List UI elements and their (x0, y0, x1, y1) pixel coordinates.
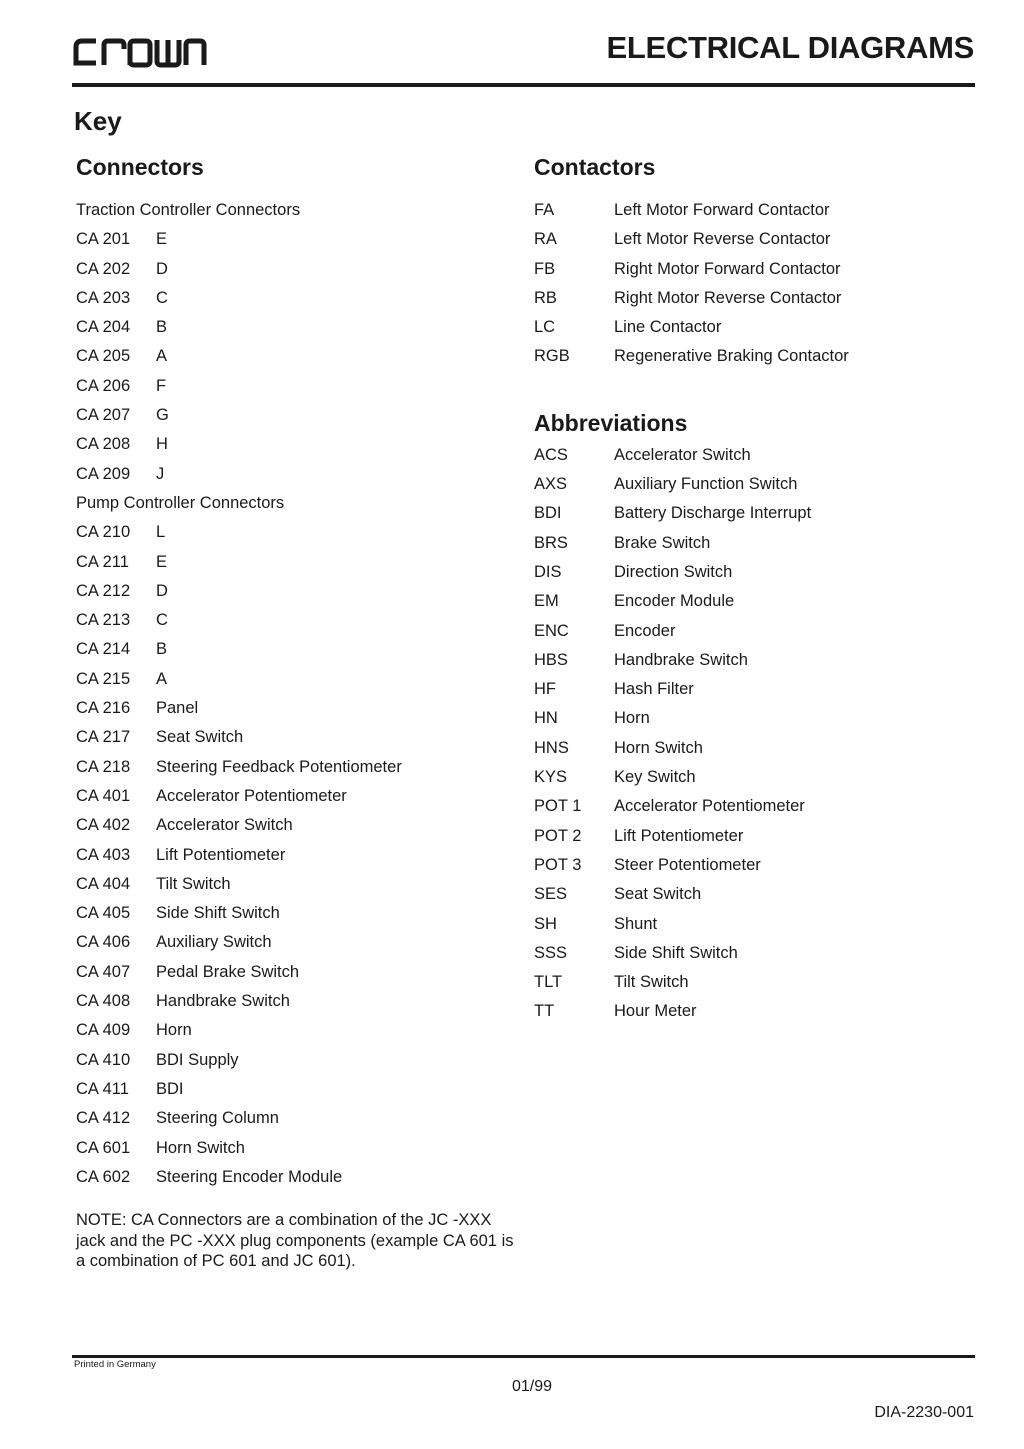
connector-row (76, 1134, 526, 1163)
connector-row (76, 928, 526, 957)
item-code: CA 201 (76, 230, 131, 249)
connector-row (76, 753, 526, 782)
connector-row (76, 342, 526, 371)
connector-row (76, 548, 526, 577)
footer-rule (72, 1355, 975, 1358)
item-description: L (156, 523, 166, 542)
connector-row (76, 430, 526, 459)
item-description: Side Shift Switch (614, 943, 738, 962)
item-description: A (156, 669, 168, 688)
connectors-note: NOTE: CA Connectors are a combination of the JC -XXX jack and the PC -XXX plug components (example CA 601 is a combination of PC 601 and JC 601). (76, 1211, 514, 1270)
item-code: CA 207 (76, 406, 131, 425)
item-code: CA 213 (76, 611, 131, 630)
item-description: D (156, 259, 168, 278)
item-code: CA 215 (76, 669, 131, 688)
contactor-row (534, 313, 974, 342)
item-description: Steering Column (156, 1109, 279, 1128)
connector-row (76, 372, 526, 401)
page-number: 01/99 (511, 1378, 553, 1395)
connector-row (76, 255, 526, 284)
connector-row (76, 460, 526, 489)
item-code: CA 218 (76, 757, 131, 776)
connectors-column (76, 153, 526, 1192)
item-code: POT 1 (534, 797, 582, 816)
item-code: CA 202 (76, 259, 131, 278)
abbreviation-row (534, 646, 974, 675)
item-code: CA 412 (76, 1109, 131, 1128)
connector-row (76, 811, 526, 840)
item-description: Auxiliary Switch (156, 933, 272, 952)
item-code: CA 211 (76, 552, 129, 571)
item-description: Handbrake Switch (156, 992, 290, 1011)
item-code: CA 404 (76, 874, 131, 893)
abbreviation-row (534, 763, 974, 792)
item-code: RA (534, 230, 557, 249)
item-code: CA 602 (76, 1167, 131, 1186)
abbreviation-row (534, 499, 974, 528)
item-description: Lift Potentiometer (156, 845, 286, 864)
abbreviation-row (534, 968, 974, 997)
item-description: Hour Meter (614, 1002, 697, 1021)
item-description: Pedal Brake Switch (156, 962, 300, 981)
connector-row (76, 841, 526, 870)
item-code: BRS (534, 533, 568, 552)
item-code: CA 411 (76, 1079, 129, 1098)
connector-row (76, 723, 526, 752)
item-code: FB (534, 259, 556, 278)
item-description: B (156, 318, 168, 337)
item-code: SES (534, 885, 568, 904)
item-description: Line Contactor (614, 318, 722, 337)
item-description: Horn (156, 1021, 192, 1040)
item-description: G (156, 406, 169, 425)
item-code: CA 203 (76, 288, 131, 307)
connectors-list (76, 196, 526, 1192)
item-description: Steering Feedback Potentiometer (156, 757, 402, 776)
page-title: ELECTRICAL DIAGRAMS (606, 30, 974, 65)
abbreviation-row (534, 792, 974, 821)
item-code: CA 405 (76, 904, 131, 923)
item-description: Auxiliary Function Switch (614, 475, 798, 494)
printed-location: Printed in Germany (74, 1359, 156, 1370)
item-description: Horn (614, 709, 650, 728)
connector-row (76, 665, 526, 694)
abbreviation-row (534, 617, 974, 646)
item-code: ACS (534, 445, 568, 464)
abbreviation-row (534, 704, 974, 733)
item-code: CA 214 (76, 640, 131, 659)
crown-logo (72, 36, 208, 68)
item-description: F (156, 376, 167, 395)
item-description: E (156, 552, 168, 571)
connector-row (76, 1104, 526, 1133)
contactor-row (534, 342, 974, 371)
connectors-heading: Connectors (76, 154, 204, 180)
abbreviation-row (534, 470, 974, 499)
abbreviation-row (534, 441, 974, 470)
item-description: Horn Switch (614, 738, 703, 757)
connector-row (76, 899, 526, 928)
item-description: D (156, 581, 168, 600)
item-description: Encoder (614, 621, 676, 640)
item-code: RGB (534, 347, 570, 366)
connector-row (76, 1046, 526, 1075)
item-code: HN (534, 709, 558, 728)
item-description: Left Motor Forward Contactor (614, 201, 830, 219)
item-description: H (156, 435, 168, 454)
abbreviation-row (534, 558, 974, 587)
item-description: Direction Switch (614, 562, 733, 581)
item-description: Seat Switch (614, 885, 702, 904)
item-code: TLT (534, 973, 563, 992)
item-description: Battery Discharge Interrupt (614, 504, 812, 523)
item-code: CA 210 (76, 523, 131, 542)
abbreviation-row (534, 822, 974, 851)
item-code: CA 410 (76, 1050, 131, 1069)
item-description: Panel (156, 699, 199, 718)
document-code: DIA-2230-001 (874, 1404, 974, 1421)
item-description: Accelerator Potentiometer (614, 797, 805, 816)
contactors-list (534, 196, 974, 372)
item-description: Shunt (614, 914, 658, 933)
item-code: TT (534, 1002, 555, 1021)
item-description: Tilt Switch (156, 874, 231, 893)
item-description: Encoder Module (614, 592, 735, 611)
item-code: SH (534, 914, 557, 933)
item-description: A (156, 347, 168, 366)
item-code: CA 216 (76, 699, 131, 718)
item-description: Accelerator Potentiometer (156, 786, 347, 805)
item-description: Handbrake Switch (614, 650, 748, 669)
contactor-row (534, 255, 974, 284)
item-description: Tilt Switch (614, 973, 689, 992)
item-code: BDI (534, 504, 562, 523)
connector-group-label: Traction Controller Connectors (76, 201, 301, 219)
item-description: E (156, 230, 168, 249)
header-rule (72, 83, 975, 87)
item-description: Lift Potentiometer (614, 826, 744, 845)
item-code: POT 2 (534, 826, 582, 845)
contactor-row (534, 284, 974, 313)
item-code: CA 212 (76, 581, 131, 600)
item-code: CA 401 (76, 786, 131, 805)
connector-row (76, 1075, 526, 1104)
item-code: CA 209 (76, 464, 131, 483)
connector-row (76, 635, 526, 664)
item-code: CA 205 (76, 347, 131, 366)
connector-row (76, 225, 526, 254)
connector-row (76, 518, 526, 547)
abbreviation-row (534, 675, 974, 704)
connector-row (76, 1016, 526, 1045)
contactor-row (534, 225, 974, 254)
item-code: CA 204 (76, 318, 131, 337)
item-code: KYS (534, 768, 568, 787)
item-description: BDI (156, 1079, 184, 1098)
item-description: Hash Filter (614, 680, 694, 699)
item-code: CA 402 (76, 816, 131, 835)
abbreviation-row (534, 910, 974, 939)
contactor-row (534, 196, 974, 225)
abbreviation-row (534, 851, 974, 880)
item-code: HNS (534, 738, 569, 757)
connector-row (76, 401, 526, 430)
connector-row (76, 958, 526, 987)
item-description: Steer Potentiometer (614, 855, 761, 874)
connector-row (76, 870, 526, 899)
item-description: Seat Switch (156, 728, 244, 747)
item-description: Right Motor Reverse Contactor (614, 288, 842, 307)
abbreviation-row (534, 939, 974, 968)
item-description: Left Motor Reverse Contactor (614, 230, 831, 249)
item-description: Accelerator Switch (614, 445, 751, 464)
abbreviation-row (534, 997, 974, 1026)
item-code: CA 407 (76, 962, 131, 981)
item-code: SSS (534, 943, 568, 962)
item-code: CA 601 (76, 1138, 131, 1157)
item-code: HF (534, 680, 556, 699)
connector-group-label: Pump Controller Connectors (76, 493, 285, 512)
item-code: POT 3 (534, 855, 582, 874)
item-description: Right Motor Forward Contactor (614, 259, 841, 278)
abbreviation-row (534, 880, 974, 909)
item-description: Brake Switch (614, 533, 711, 552)
item-description: C (156, 611, 168, 630)
abbreviation-row (534, 587, 974, 616)
item-code: CA 206 (76, 376, 131, 395)
item-code: CA 403 (76, 845, 131, 864)
item-description: C (156, 288, 168, 307)
item-description: BDI Supply (156, 1050, 239, 1069)
item-code: CA 208 (76, 435, 131, 454)
item-code: CA 408 (76, 992, 131, 1011)
item-code: RB (534, 288, 557, 307)
item-description: Side Shift Switch (156, 904, 280, 923)
item-description: Accelerator Switch (156, 816, 293, 835)
connector-row (76, 782, 526, 811)
right-column (534, 153, 974, 1027)
item-code: FA (534, 201, 555, 219)
contactors-heading: Contactors (534, 154, 656, 180)
item-code: CA 217 (76, 728, 131, 747)
item-description: Regenerative Braking Contactor (614, 347, 849, 366)
item-description: Key Switch (614, 768, 696, 787)
connector-row (76, 694, 526, 723)
abbreviation-row (534, 734, 974, 763)
item-code: EM (534, 592, 559, 611)
item-code: DIS (534, 562, 562, 581)
connector-row (76, 606, 526, 635)
connector-row (76, 577, 526, 606)
connector-row (76, 313, 526, 342)
item-description: Steering Encoder Module (156, 1167, 343, 1186)
key-heading: Key (74, 106, 122, 136)
item-description: Horn Switch (156, 1138, 245, 1157)
connector-row (76, 284, 526, 313)
item-code: HBS (534, 650, 568, 669)
item-code: CA 409 (76, 1021, 131, 1040)
abbreviations-list (534, 441, 974, 1027)
item-code: LC (534, 318, 556, 337)
abbreviation-row (534, 529, 974, 558)
item-description: J (156, 464, 165, 483)
item-code: AXS (534, 475, 568, 494)
item-code: CA 406 (76, 933, 131, 952)
abbreviations-heading: Abbreviations (534, 409, 688, 436)
connector-row (76, 987, 526, 1016)
item-code: ENC (534, 621, 569, 640)
connector-row (76, 1163, 526, 1192)
item-description: B (156, 640, 168, 659)
